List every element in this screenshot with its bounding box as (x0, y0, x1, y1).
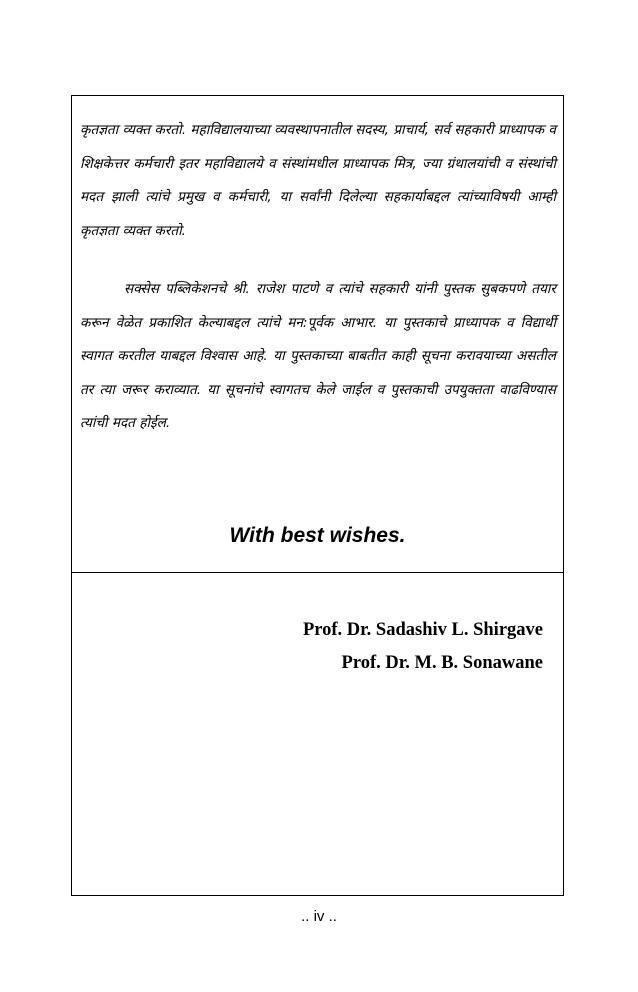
page-number: .. iv .. (301, 908, 337, 925)
acknowledgement-section (72, 96, 563, 573)
page-border-box (71, 95, 564, 896)
acknowledgement-paragraph-1: कृतज्ञता व्यक्त करतो. महाविद्यालयाच्या व्यवस्थापनातील सदस्य, प्राचार्य, सर्व सहकारी प्राध्यापक व शिक्षकेत्तर कर्मचारी इतर महाविद्यालये व संस्थांमधील प्राध्यापक मित्र, ज्या ग्रंथालयांची व संस्थांची मदत झाली त्यांचे प्रमुख व कर्मचारी, या सर्वांनी दिलेल्या सहकार्याबद्दल त्यांच्याविषयी आम्ही कृतज्ञता व्यक्त करतो. (80, 122, 556, 239)
acknowledgement-paragraph-2: सक्सेस पब्लिकेशनचे श्री. राजेश पाटणे व त्यांचे सहकारी यांनी पुस्तक सुबकपणे तयार करून वेळेत प्रकाशित केल्याबद्दल त्यांचे मन:पूर्वक आभार. या पुस्तकाचे प्राध्यापक व विद्यार्थी स्वागत करतील याबद्दल विश्वास आहे. या पुस्तकाच्या बाबतीत काही सूचना करावयाच्या असतील तर त्या जरूर कराव्यात. या सूचनांचे स्वागतच केले जाईल व पुस्तकाची उपयुक्तता वाढविण्यास त्यांची मदत होईल. (80, 281, 556, 431)
signatory-2: Prof. Dr. M. B. Sonawane (341, 653, 543, 673)
signatory-1: Prof. Dr. Sadashiv L. Shirgave (302, 620, 543, 640)
signature-section (72, 573, 563, 895)
closing-wishes: With best wishes. (229, 524, 406, 547)
